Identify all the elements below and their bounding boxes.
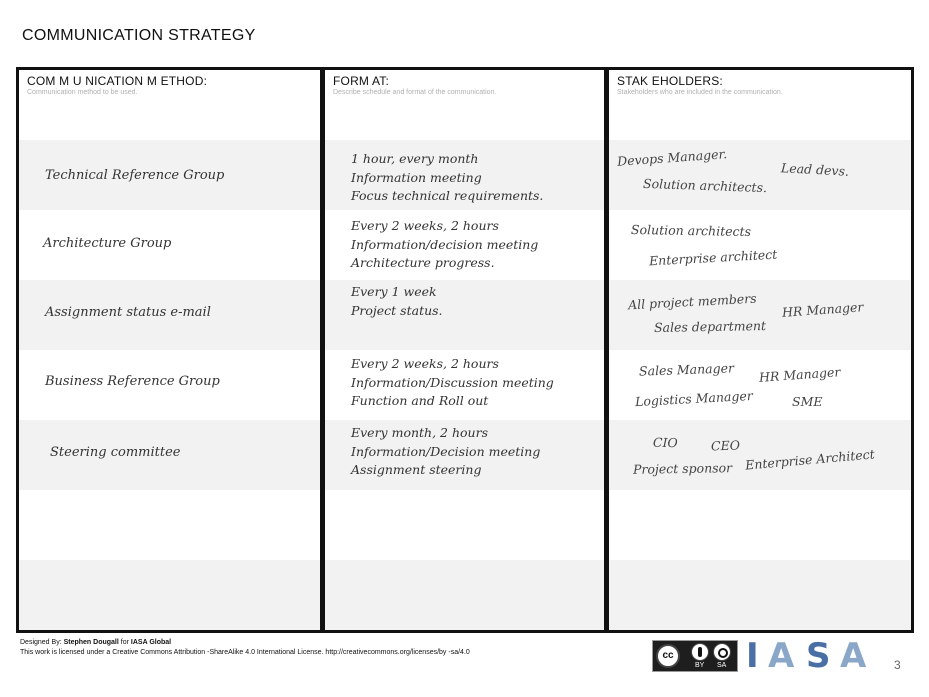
format-line: Information meeting xyxy=(351,169,482,185)
format-line: Assignment steering xyxy=(351,462,482,477)
format-line: Function and Roll out xyxy=(351,393,489,408)
format-row-4 xyxy=(351,355,554,411)
page-number: 3 xyxy=(894,658,901,672)
stakeholder-note: Sales department xyxy=(653,318,767,335)
logo-letter: I xyxy=(746,636,759,676)
stakeholder-note: Enterprise Architect xyxy=(744,446,876,473)
row-band xyxy=(609,280,911,350)
for-label: for xyxy=(120,639,129,646)
format-line: Focus technical requirements. xyxy=(351,188,544,203)
format-row-3 xyxy=(351,283,443,320)
stakeholder-note: CIO xyxy=(652,434,678,451)
cc-icon: cc xyxy=(656,644,680,668)
stakeholder-note: HR Manager xyxy=(758,364,841,385)
format-line: Every month, 2 hours xyxy=(351,425,488,440)
stakeholder-note: SME xyxy=(792,394,823,409)
format-line: Project status. xyxy=(351,302,443,318)
method-steering-committee: Steering committee xyxy=(50,445,181,460)
format-column xyxy=(322,67,607,633)
stakeholder-note: Devops Manager. xyxy=(616,146,728,169)
format-row-1 xyxy=(351,150,543,206)
format-row-2 xyxy=(351,217,538,273)
stakeholder-note: Solution architects. xyxy=(642,175,768,196)
method-technical-reference-group: Technical Reference Group xyxy=(45,168,225,183)
row-band xyxy=(19,560,320,630)
iasa-logo xyxy=(744,636,874,676)
method-assignment-status-email: Assignment status e-mail xyxy=(45,305,211,320)
designer-name: Stephen Dougall xyxy=(63,639,119,646)
stakeholder-note: Logistics Manager xyxy=(634,387,754,410)
method-subtitle: Communication method to be used. xyxy=(27,89,138,96)
by-attribution-icon xyxy=(691,643,709,661)
share-alike-icon xyxy=(713,643,731,661)
format-line: Information/decision meeting xyxy=(351,236,539,252)
format-subtitle: Describe schedule and format of the communication. xyxy=(333,89,497,96)
cc-sa-label: SA xyxy=(717,662,727,669)
logo-letter: A xyxy=(768,636,795,676)
method-business-reference-group: Business Reference Group xyxy=(45,374,220,389)
stakeholder-note: Solution architects xyxy=(630,221,752,240)
method-heading: COM M U NICATION M ETHOD: xyxy=(27,74,208,88)
format-line: 1 hour, every month xyxy=(351,151,479,166)
footer-credits xyxy=(20,638,470,658)
method-architecture-group: Architecture Group xyxy=(43,236,172,251)
stakeholder-note: Project sponsor xyxy=(632,460,733,477)
designed-by-label: Designed By: xyxy=(20,639,62,646)
stakeholder-note: CEO xyxy=(710,437,741,454)
logo-letter: S xyxy=(806,636,831,676)
stakeholder-note: Lead devs. xyxy=(780,160,850,179)
stakeholder-note: All project members xyxy=(627,290,757,313)
format-row-5 xyxy=(351,424,540,480)
creative-commons-badge xyxy=(652,640,738,672)
format-line: Every 1 week xyxy=(351,284,437,299)
stakeholders-column xyxy=(606,67,914,633)
stakeholder-note: Enterprise architect xyxy=(648,246,778,269)
stakeholders-heading: STAK EHOLDERS: xyxy=(617,74,723,88)
stakeholder-note: HR Manager xyxy=(781,299,864,320)
format-line: Every 2 weeks, 2 hours xyxy=(351,218,499,233)
license-text: This work is licensed under a Creative Commons Attribution -ShareAlike 4.0 International License. http://creativecommons.org/licenses/by -sa/4.0 xyxy=(20,649,470,656)
logo-letter: A xyxy=(840,636,867,676)
page-title: COMMUNICATION STRATEGY xyxy=(22,27,256,44)
row-band xyxy=(325,560,604,630)
stakeholders-subtitle: Stakeholders who are included in the communication. xyxy=(617,89,783,96)
format-line: Information/Decision meeting xyxy=(351,443,541,459)
format-line: Architecture progress. xyxy=(351,255,495,270)
stakeholder-note: Sales Manager xyxy=(638,360,735,379)
cc-by-label: BY xyxy=(695,662,705,669)
format-heading: FORM AT: xyxy=(333,74,390,88)
format-line: Information/Discussion meeting xyxy=(351,374,554,390)
method-column xyxy=(16,67,323,633)
row-band xyxy=(609,560,911,630)
format-line: Every 2 weeks, 2 hours xyxy=(351,356,499,371)
organization-name: IASA Global xyxy=(130,639,172,646)
